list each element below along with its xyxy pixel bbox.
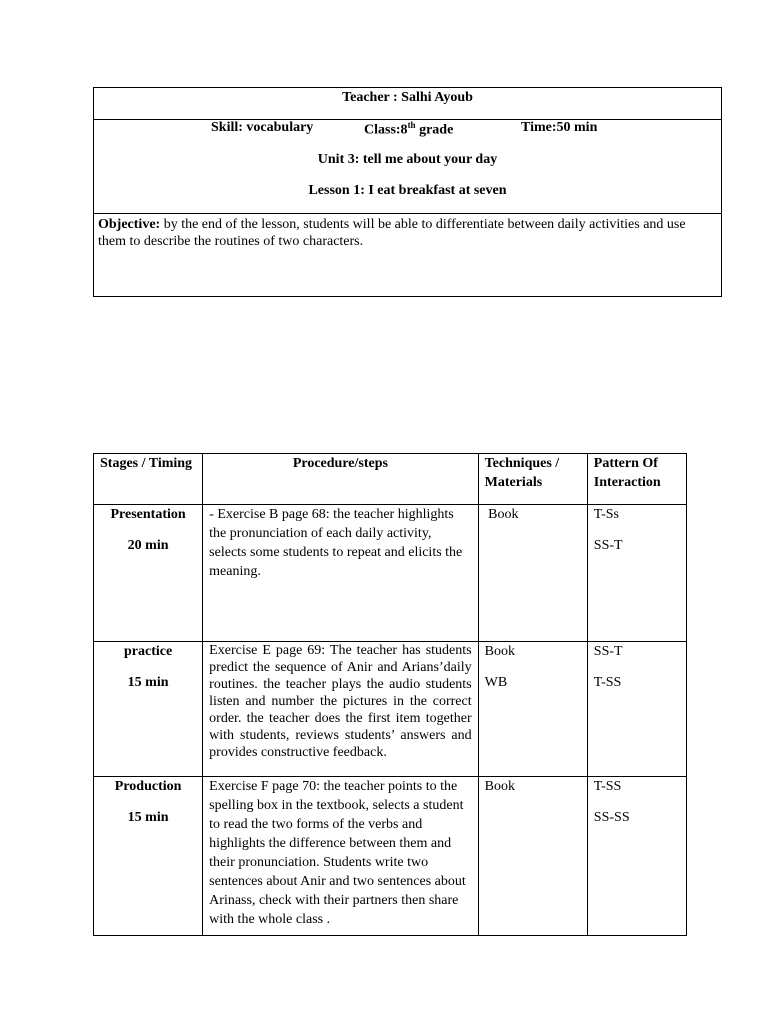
objective-label: Objective: <box>98 217 161 232</box>
unit-title: Unit 3: tell me about your day <box>317 152 498 167</box>
table-row <box>94 777 687 936</box>
interaction-cell: SS-T T-SS <box>587 642 686 777</box>
stage-cell: Production 15 min <box>94 777 203 936</box>
procedure-cell: Exercise E page 69: The teacher has students predict the sequence of Anir and Arians’daily routines. the teacher plays the audio students listen and number the pictures in the correct order. the teacher does the first item together with students, reviews students’ answers and provides constructive feedback. <box>203 642 478 777</box>
table-header-row <box>94 454 687 505</box>
header-procedure: Procedure/steps <box>203 454 478 505</box>
teacher-row <box>94 88 721 120</box>
header-stages: Stages / Timing <box>94 454 203 505</box>
table-row <box>94 642 687 777</box>
table-row <box>94 505 687 642</box>
lesson-title: Lesson 1: I eat breakfast at seven <box>308 183 507 198</box>
objective-row <box>94 214 721 252</box>
interaction-cell: T-SS SS-SS <box>587 777 686 936</box>
time-label: Time:50 min <box>521 120 598 135</box>
stage-cell: practice 15 min <box>94 642 203 777</box>
class-label: Class:8th grade <box>364 120 454 138</box>
skill-label: Skill: vocabulary <box>211 120 314 135</box>
materials-cell: Book <box>478 505 587 642</box>
teacher-name: Teacher : Salhi Ayoub <box>342 90 473 105</box>
stage-cell: Presentation 20 min <box>94 505 203 642</box>
header-pattern: Pattern Of Interaction <box>587 454 686 505</box>
objective-text: by the end of the lesson, students will be able to differentiate between daily activities and use them to describe the routines of two characters. <box>98 217 686 249</box>
materials-cell: Book WB <box>478 642 587 777</box>
lesson-header-box <box>93 87 722 297</box>
interaction-cell: T-Ss SS-T <box>587 505 686 642</box>
materials-cell: Book <box>478 777 587 936</box>
procedure-cell: - Exercise B page 68: the teacher highlights the pronunciation of each daily activity, selects some students to repeat and elicits the meaning. <box>203 505 478 642</box>
header-techniques: Techniques / Materials <box>478 454 587 505</box>
procedure-cell: Exercise F page 70: the teacher points to the spelling box in the textbook, selects a student to read the two forms of the verbs and highlights the difference between them and their pronunciation. Students write two sentences about Anir and two sentences about Arinass, check with their partners then share with the whole class . <box>203 777 478 936</box>
lesson-info-row <box>94 120 721 214</box>
lesson-plan-table <box>93 453 687 936</box>
